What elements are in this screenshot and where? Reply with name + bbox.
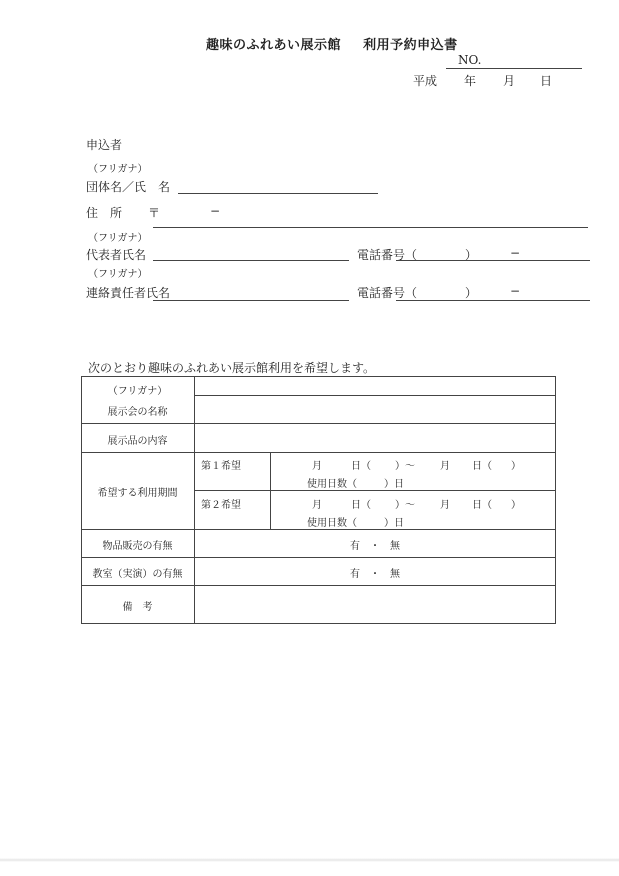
form-name: 利用予約申込書 [363,38,458,53]
furigana-label-2: （フリガナ） [88,233,148,244]
choice1-end-month: 月 [440,461,450,472]
rep-phone-field[interactable] [396,260,590,261]
form-title [206,34,458,53]
choice2-end-day: 日（ [472,500,492,511]
address-label: 住 所 [86,206,123,220]
address-field[interactable] [153,227,588,228]
choice1-label: 第１希望 [201,461,241,472]
rep-name-label: 代表者氏名 [86,248,147,262]
applicant-section-label: 申込者 [86,138,123,152]
contact-phone-label: 電話番号（ [357,286,418,300]
year-label: 年 [464,74,477,88]
rep-phone-close: ） [465,248,478,262]
contact-phone-field[interactable] [396,300,590,301]
contact-name-label: 連絡責任者氏名 [86,286,171,300]
choice2-end-month: 月 [440,500,450,511]
postal-mark: 〒 [148,206,161,220]
exhibit-content-label: 展示品の内容 [107,436,168,447]
exhibition-furigana-field[interactable] [195,377,555,395]
exhibition-furigana-label: （フリガナ） [107,386,168,397]
choice1-tilde: ）〜 [395,461,415,472]
no-label: NO. [458,53,482,67]
contact-name-field[interactable] [153,300,349,301]
exhibit-content-field[interactable] [195,424,555,452]
scan-edge [0,858,619,862]
rep-phone-dash: − [510,246,521,260]
sales-label: 物品販売の有無 [102,541,173,552]
no-field[interactable] [446,68,582,69]
choice2-days-label: 使用日数（ [307,518,357,529]
org-name-field[interactable] [178,193,378,194]
choice1-start-month: 月 [312,461,322,472]
org-name-label: 団体名／氏 名 [86,180,171,194]
choice2-end-close: ） [511,500,521,511]
rep-phone-label: 電話番号（ [357,248,418,262]
remarks-label: 備 考 [122,602,153,613]
era-label: 平成 [413,74,438,88]
choice2-label: 第２希望 [201,500,241,511]
rep-name-field[interactable] [153,260,349,261]
choice2-days-close: ）日 [384,518,404,529]
facility-name: 趣味のふれあい展示館 [206,38,342,53]
choice2-tilde: ）〜 [395,500,415,511]
choice1-end-day: 日（ [472,461,492,472]
request-intro: 次のとおり趣味のふれあい展示館利用を希望します。 [88,361,376,375]
day-label: 日 [540,74,553,88]
contact-phone-dash: − [510,284,521,298]
exhibition-name-field[interactable] [195,396,555,423]
postal-dash: − [210,204,221,218]
period-label: 希望する利用期間 [97,488,178,499]
remarks-field[interactable] [195,586,555,623]
exhibition-name-label: 展示会の名称 [107,407,168,418]
month-label: 月 [503,74,516,88]
choice1-end-close: ） [511,461,521,472]
class-choice[interactable]: 有 ・ 無 [350,569,400,580]
choice1-days-label: 使用日数（ [307,479,357,490]
furigana-label-1: （フリガナ） [88,164,148,175]
sales-choice[interactable]: 有 ・ 無 [350,541,400,552]
contact-phone-close: ） [465,286,478,300]
choice2-start-month: 月 [312,500,322,511]
class-label: 教室（実演）の有無 [92,569,183,580]
choice1-start-day: 日（ [351,461,371,472]
choice2-start-day: 日（ [351,500,371,511]
furigana-label-3: （フリガナ） [88,269,148,280]
choice1-days-close: ）日 [384,479,404,490]
